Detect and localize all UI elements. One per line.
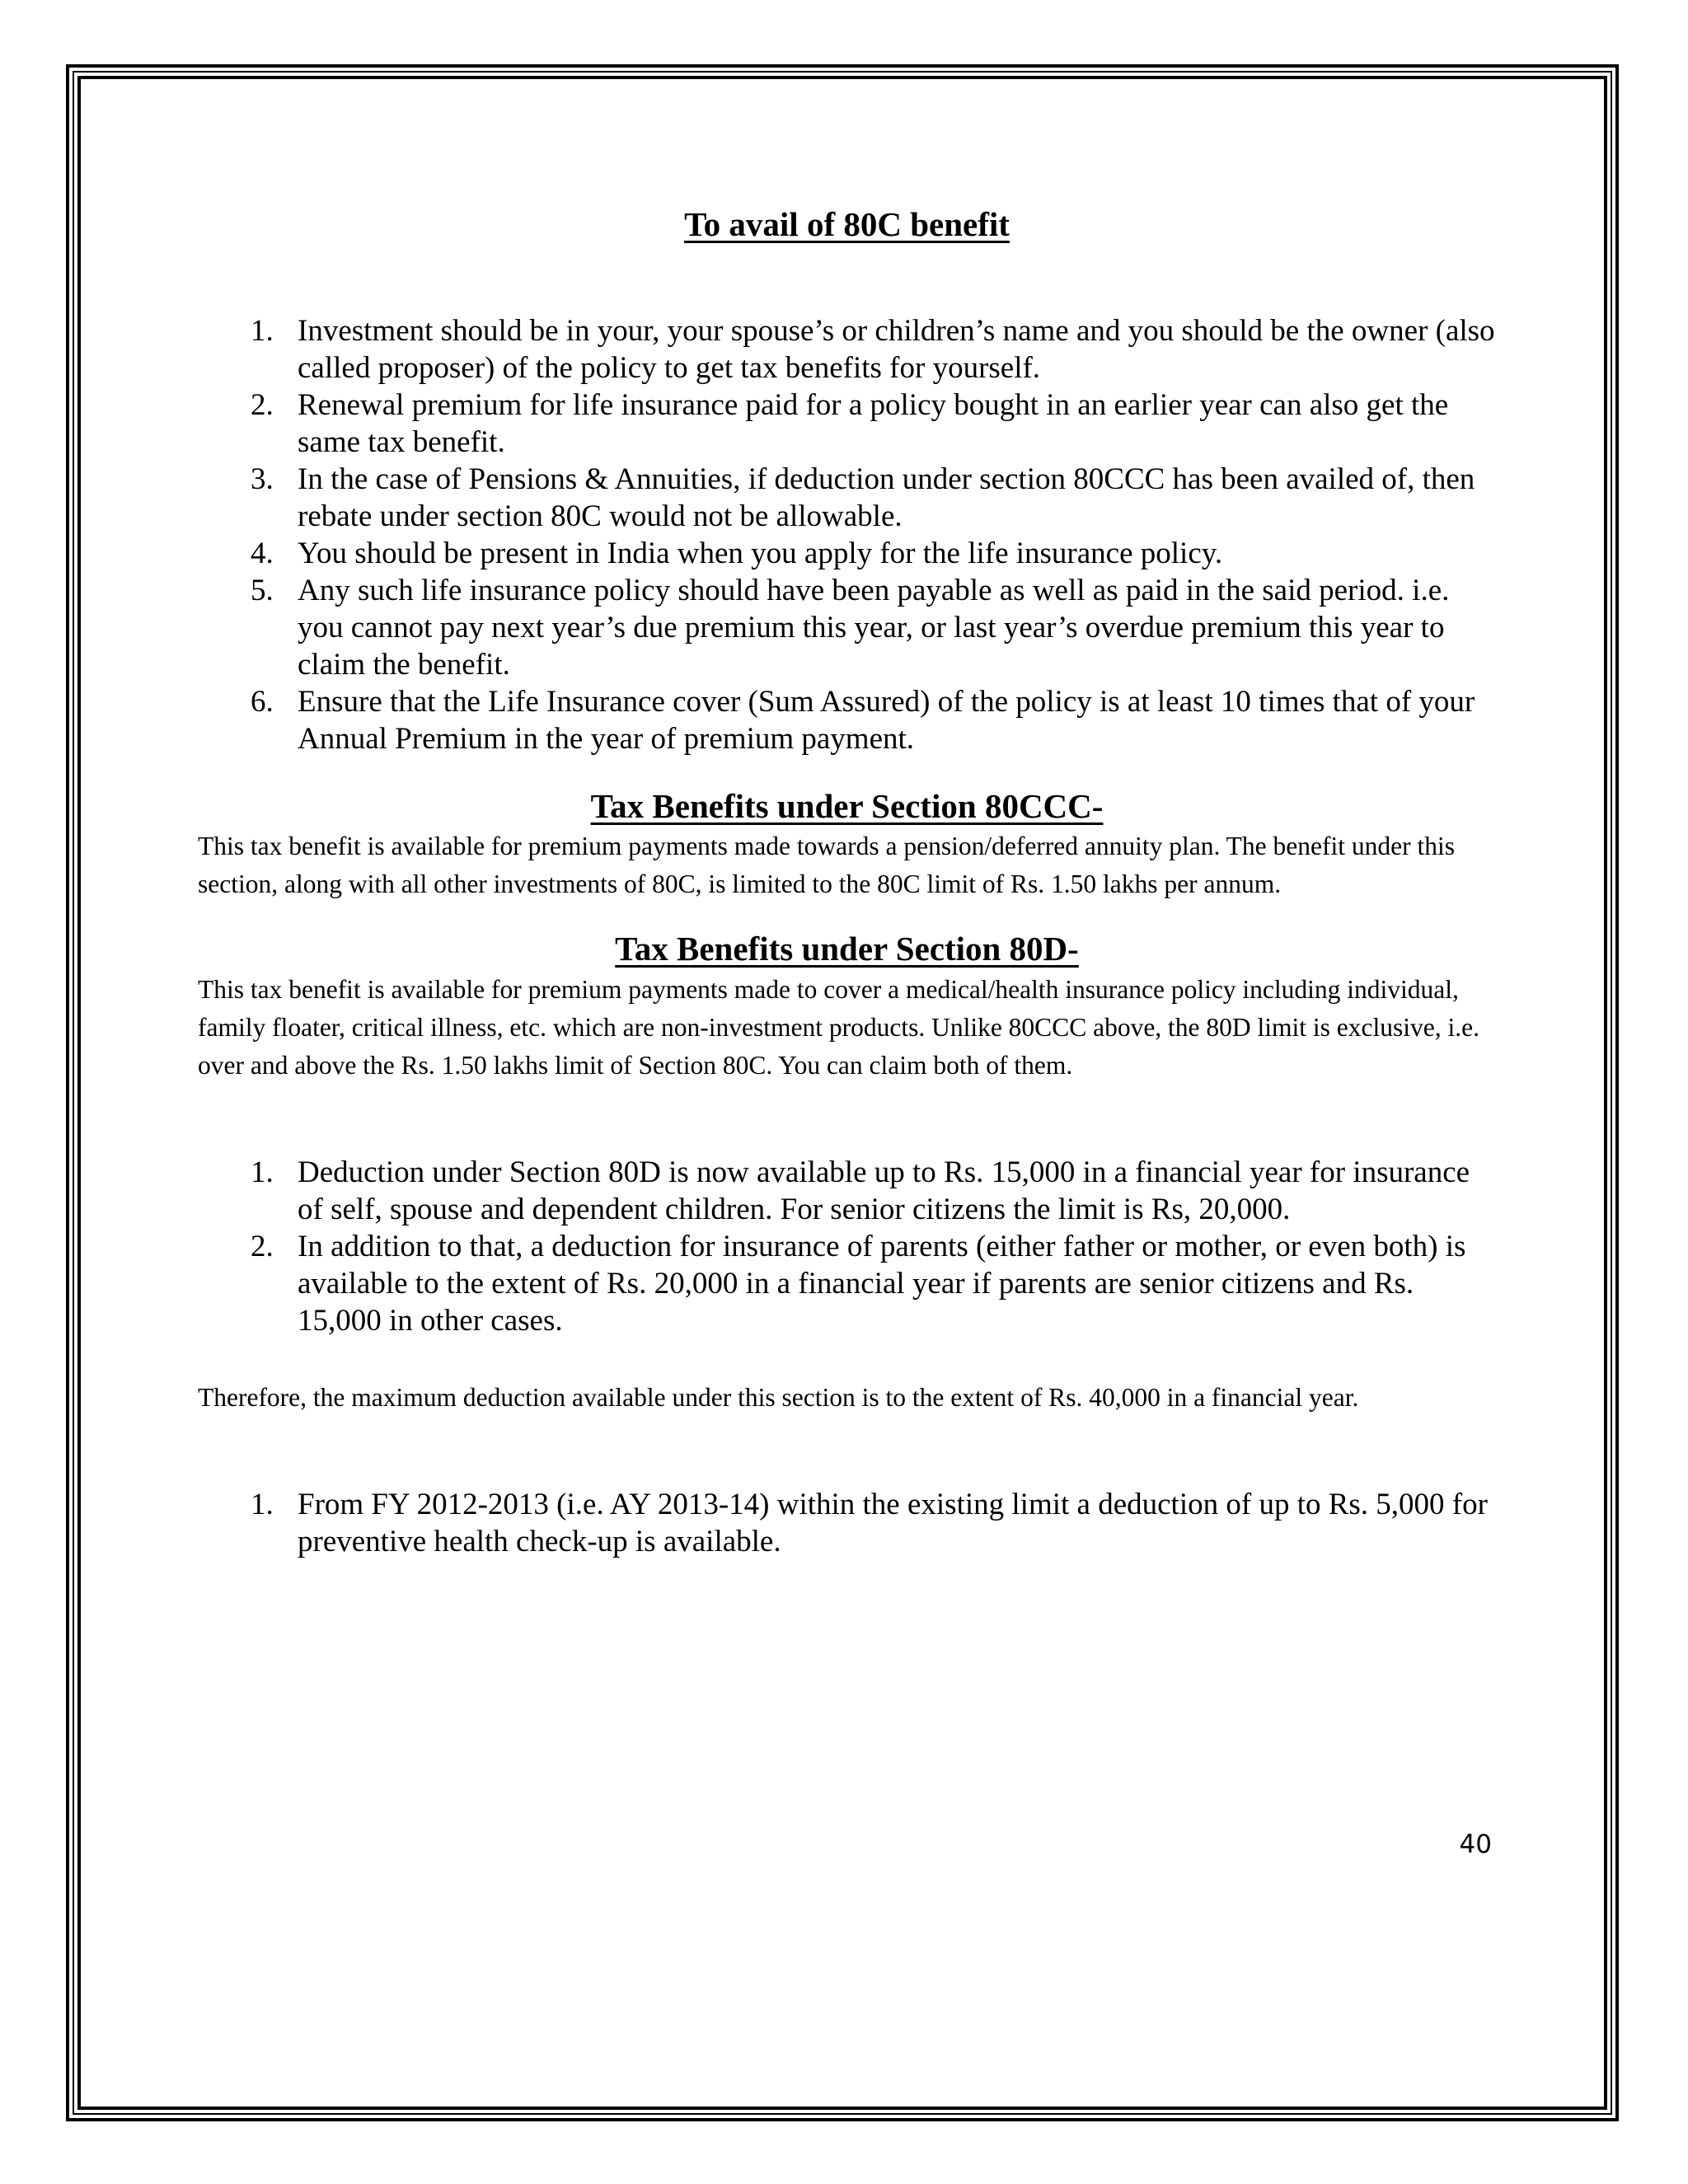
list-80c-conditions [198,312,1496,757]
heading-80c-benefit: To avail of 80C benefit [684,205,1010,243]
list-item: 6. Ensure that the Life Insurance cover (Sum Assured) of the policy is at least 10 times that of your Annual Premium in the year of premium payment. [281,683,1496,757]
list-item: 2. In addition to that, a deduction for insurance of parents (either father or mother, or even both) is available to the extent of Rs. 20,000 in a financial year if parents are senior citizens and Rs. 15,000 in other cases. [281,1228,1496,1339]
list-item: 1. From FY 2012-2013 (i.e. AY 2013-14) within the existing limit a deduction of up to Rs. 5,000 for preventive health check-up is available. [281,1486,1496,1560]
list-item: 1. Investment should be in your, your spouse’s or children’s name and you should be the owner (also called proposer) of the policy to get tax benefits for yourself. [281,312,1496,387]
heading-80d: Tax Benefits under Section 80D- [615,930,1079,968]
paragraph-80d: This tax benefit is available for premium payments made to cover a medical/health insurance policy including individual, family floater, critical illness, etc. which are non-investment products. Unlike 80CCC above, the 80D limit is exclusive, i.e. over and above the Rs. 1.50 lakhs limit of Section 80C. You can claim both of them. [198,974,1479,1080]
list-80d-health-checkup [198,1486,1496,1560]
list-item: 4. You should be present in India when you apply for the life insurance policy. [281,535,1496,572]
page-content [198,190,1496,1560]
paragraph-80ccc: This tax benefit is available for premium payments made towards a pension/deferred annuity plan. The benefit under this section, along with all other investments of 80C, is limited to the 80C limit of Rs. 1.50 lakhs per annum. [198,832,1455,899]
heading-80ccc: Tax Benefits under Section 80CCC- [590,787,1104,826]
paragraph-80d-summary: Therefore, the maximum deduction available under this section is to the extent of Rs. 40,000 in a financial year. [198,1382,1359,1412]
list-80d-deductions [198,1154,1496,1339]
list-item: 1. Deduction under Section 80D is now available up to Rs. 15,000 in a financial year for insurance of self, spouse and dependent children. For senior citizens the limit is Rs, 20,000. [281,1154,1496,1228]
page-number: 40 [1459,1830,1492,1859]
list-item: 2. Renewal premium for life insurance paid for a policy bought in an earlier year can also get the same tax benefit. [281,387,1496,461]
list-item: 3. In the case of Pensions & Annuities, if deduction under section 80CCC has been availed of, then rebate under section 80C would not be allowable. [281,461,1496,535]
list-item: 5. Any such life insurance policy should have been payable as well as paid in the said period. i.e. you cannot pay next year’s due premium this year, or last year’s overdue premium this year to claim the benefit. [281,572,1496,683]
